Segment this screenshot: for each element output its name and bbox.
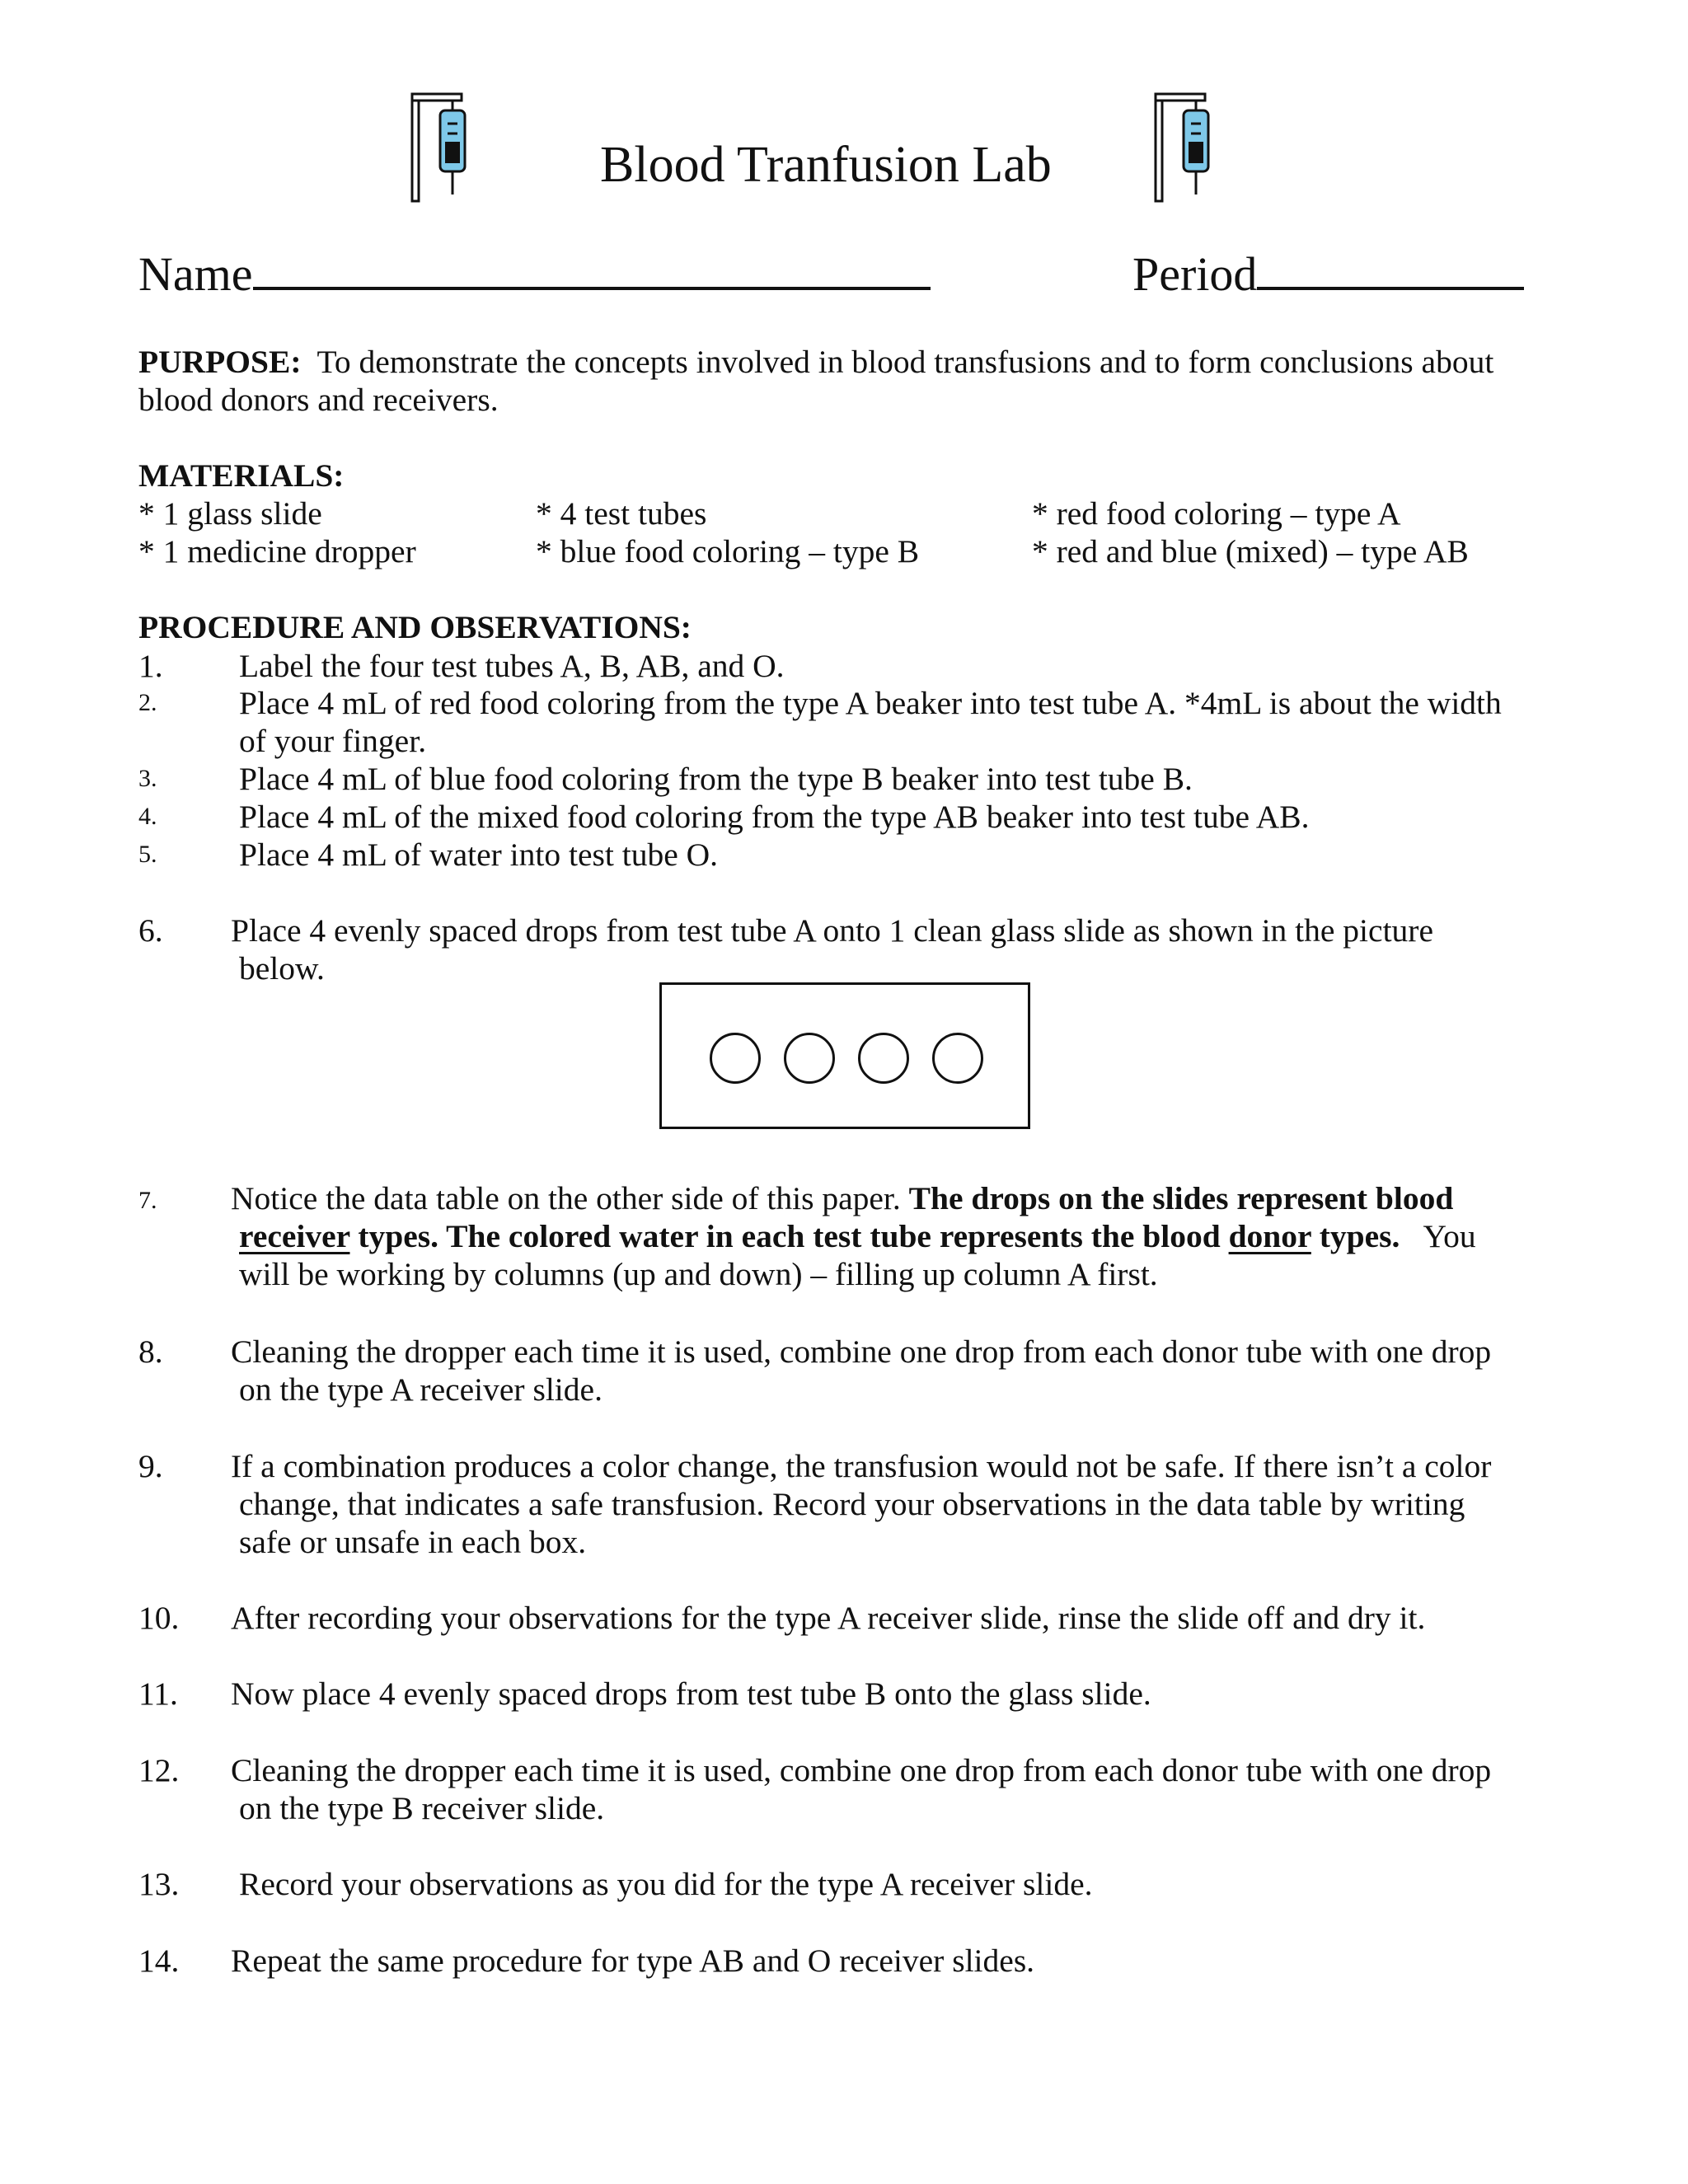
step-number: 5. — [138, 841, 157, 868]
material-item: * 1 medicine dropper — [138, 533, 416, 569]
name-blank[interactable] — [253, 244, 931, 290]
step-number: 9. — [138, 1448, 163, 1484]
donor-term: donor — [1228, 1218, 1311, 1254]
step-line: If a combination produces a color change, the transfusion would not be safe. If there isn’t a color — [231, 1448, 1492, 1484]
step-text: Place 4 mL of blue food coloring from the type B beaker into test tube B. — [239, 761, 1193, 797]
step-number: 14. — [138, 1943, 180, 1979]
iv-bag-icon — [1151, 89, 1250, 204]
step-text — [239, 684, 1640, 760]
step-line: safe or unsafe in each box. — [239, 1524, 587, 1560]
step-text: Label the four test tubes A, B, AB, and O. — [239, 648, 785, 684]
step-line: change, that indicates a safe transfusion. Record your observations in the data table by writing — [239, 1486, 1465, 1522]
material-item: * 1 glass slide — [138, 495, 322, 532]
period-blank[interactable] — [1257, 244, 1524, 290]
purpose-section — [138, 343, 1556, 419]
step-text — [231, 1179, 1632, 1293]
step-text — [231, 1751, 1632, 1827]
procedure-heading: PROCEDURE AND OBSERVATIONS: — [138, 609, 692, 645]
step-text: Record your observations as you did for the type A receiver slide. — [239, 1866, 1093, 1902]
step-line-bold: types. The colored water in each test tube represents the blood — [349, 1218, 1229, 1254]
step-line-bold: types. — [1311, 1218, 1400, 1254]
iv-bag-icon — [407, 89, 506, 204]
step-line: Notice the data table on the other side of this paper. — [231, 1180, 909, 1216]
step-line: below. — [239, 950, 325, 987]
step-text: Place 4 mL of the mixed food coloring from the type AB beaker into test tube AB. — [239, 799, 1310, 835]
material-item: * red and blue (mixed) – type AB — [1032, 533, 1469, 569]
drop-circle — [784, 1033, 835, 1084]
drop-circle — [858, 1033, 909, 1084]
step-line: Cleaning the dropper each time it is used, combine one drop from each donor tube with one drop — [231, 1752, 1492, 1788]
drop-circle — [932, 1033, 983, 1084]
step-number: 6. — [138, 912, 163, 949]
step-line: on the type A receiver slide. — [239, 1371, 603, 1408]
step-number: 3. — [138, 765, 157, 792]
step-number: 2. — [138, 689, 157, 716]
glass-slide-diagram — [659, 982, 1030, 1129]
purpose-text: blood donors and receivers. — [138, 382, 499, 418]
step-line: of your finger. — [239, 723, 427, 759]
step-line: on the type B receiver slide. — [239, 1790, 605, 1826]
material-item: * red food coloring – type A — [1032, 495, 1401, 532]
materials-heading: MATERIALS: — [138, 457, 345, 494]
period-label: Period — [1132, 247, 1258, 301]
step-text: Place 4 mL of water into test tube O. — [239, 837, 719, 873]
step-number: 8. — [138, 1333, 163, 1370]
step-number: 12. — [138, 1752, 180, 1788]
receiver-term: receiver — [239, 1218, 350, 1254]
step-number: 4. — [138, 803, 157, 830]
period-field[interactable] — [1132, 244, 1524, 302]
step-text — [231, 912, 1550, 987]
step-number: 13. — [138, 1866, 180, 1902]
page-title: Blood Tranfusion Lab — [600, 137, 1052, 193]
step-text — [231, 1333, 1632, 1408]
step-number: 11. — [138, 1675, 178, 1712]
step-line: Place 4 evenly spaced drops from test tube A onto 1 clean glass slide as shown in the picture — [231, 912, 1433, 949]
step-line: You — [1400, 1218, 1476, 1254]
step-line: will be working by columns (up and down) – filling up column A first. — [239, 1256, 1158, 1292]
material-item: * blue food coloring – type B — [536, 533, 920, 569]
step-line: Cleaning the dropper each time it is used, combine one drop from each donor tube with one drop — [231, 1333, 1492, 1370]
step-line: Place 4 mL of red food coloring from the type A beaker into test tube A. *4mL is about the width — [239, 685, 1502, 721]
step-text: Repeat the same procedure for type AB and O receiver slides. — [231, 1943, 1035, 1979]
step-text: Now place 4 evenly spaced drops from test tube B onto the glass slide. — [231, 1675, 1151, 1712]
step-number: 10. — [138, 1600, 180, 1636]
name-label: Name — [138, 247, 253, 301]
drop-circle — [710, 1033, 761, 1084]
name-field[interactable] — [138, 244, 931, 302]
step-text: After recording your observations for the type A receiver slide, rinse the slide off and dry it. — [231, 1600, 1426, 1636]
step-number: 7. — [138, 1187, 157, 1214]
step-number: 1. — [138, 648, 163, 684]
purpose-text: To demonstrate the concepts involved in blood transfusions and to form conclusions about — [316, 344, 1494, 380]
material-item: * 4 test tubes — [536, 495, 707, 532]
step-text — [231, 1447, 1632, 1561]
purpose-label: PURPOSE: — [138, 344, 302, 380]
step-line-bold: The drops on the slides represent blood — [908, 1180, 1454, 1216]
